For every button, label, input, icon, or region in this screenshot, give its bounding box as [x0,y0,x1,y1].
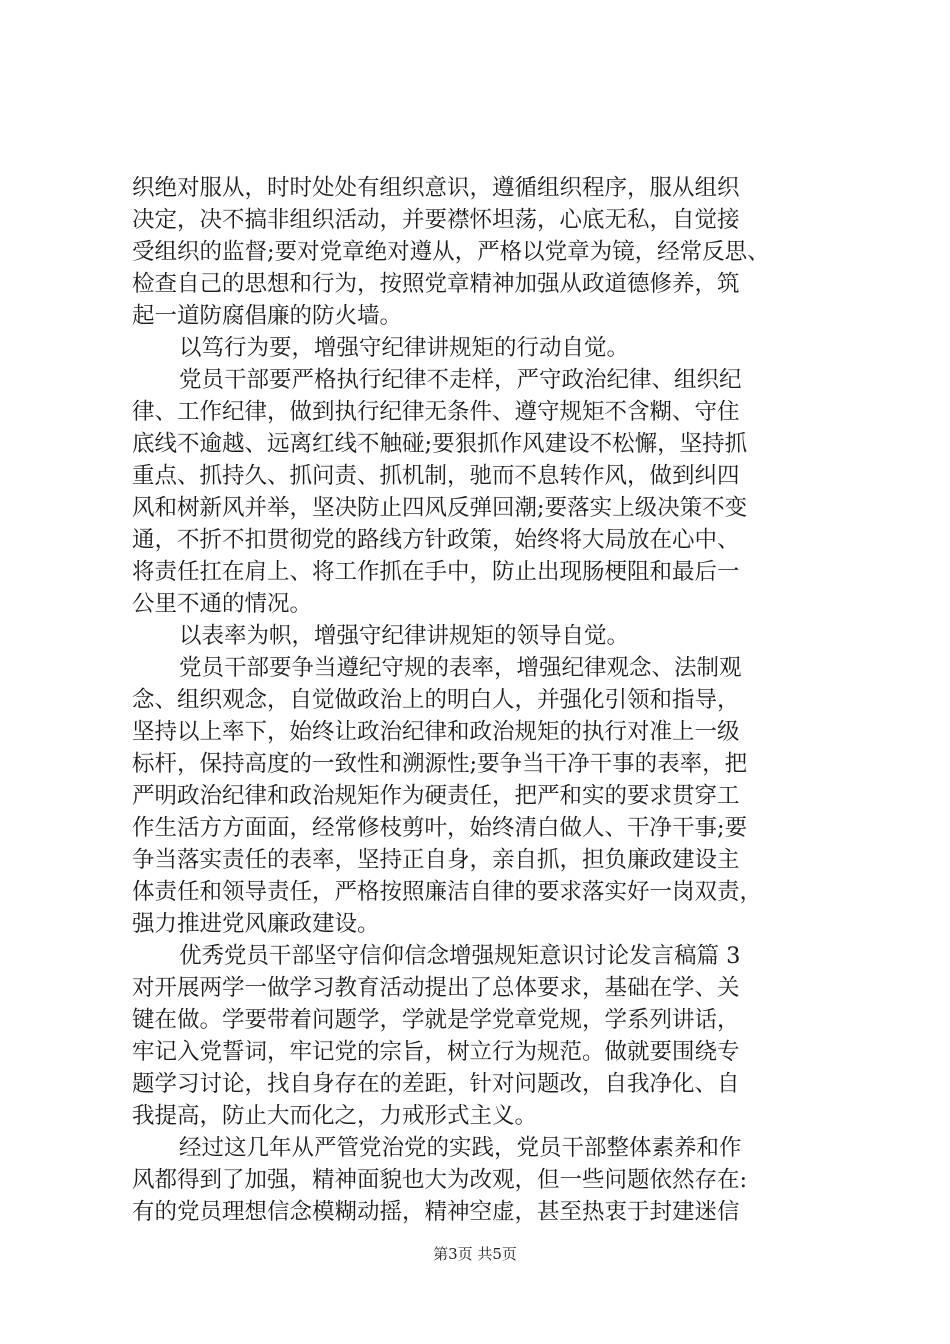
text-line: 重点、抓持久、抓问责、抓机制，驰而不息转作风，做到纠四 [132,463,740,489]
text-line: 坚持以上率下，始终让政治纪律和政治规矩的执行对准上一级 [132,719,740,745]
text-line: 底线不逾越、远离红线不触碰;要狠抓作风建设不松懈，坚持抓 [132,431,748,457]
text-line: 律、工作纪律，做到执行纪律无条件、遵守规矩不含糊、守住 [132,399,740,425]
text-line: 我提高，防止大而化之，力戒形式主义。 [132,1103,538,1129]
text-line: 强力推进党风廉政建设。 [132,911,380,937]
text-line: 风和树新风并举，坚决防止四风反弹回潮;要落实上级决策不变 [132,495,748,521]
text-line: 经过这几年从严管党治党的实践，党员干部整体素养和作 [179,1135,742,1161]
text-line: 风都得到了加强，精神面貌也大为改观，但一些问题依然存在: [132,1167,748,1193]
text-line: 题学习讨论，找自身存在的差距，针对问题改，自我净化、自 [132,1071,740,1097]
text-line: 对开展两学一做学习教育活动提出了总体要求，基础在学、关 [132,975,740,1001]
text-line: 严明政治纪律和政治规矩作为硬责任，把严和实的要求贯穿工 [132,783,740,809]
text-line: 优秀党员干部坚守信仰信念增强规矩意识讨论发言稿篇 3 [179,943,741,969]
page-footer: 第3页 共5页 [433,1245,517,1263]
text-line: 起一道防腐倡廉的防火墙。 [132,303,403,329]
text-line: 作生活方方面面，经常修枝剪叶，始终清白做人、干净干事;要 [132,815,748,841]
text-line: 以表率为帜，增强守纪律讲规矩的领导自觉。 [179,623,630,649]
text-line: 争当落实责任的表率，坚持正自身，亲自抓，担负廉政建设主 [132,847,740,873]
text-line: 念、组织观念，自觉做政治上的明白人，并强化引领和指导， [132,687,740,713]
text-line: 有的党员理想信念模糊动摇，精神空虚，甚至热衷于封建迷信 [132,1199,740,1225]
text-line: 通，不折不扣贯彻党的路线方针政策，始终将大局放在心中、 [132,527,740,553]
text-line: 织绝对服从，时时处处有组织意识，遵循组织程序，服从组织 [132,175,740,201]
text-line: 牢记入党誓词，牢记党的宗旨，树立行为规范。做就要围绕专 [132,1039,740,1065]
text-line: 体责任和领导责任，严格按照廉洁自律的要求落实好一岗双责， [132,879,763,905]
text-line: 检查自己的思想和行为，按照党章精神加强从政道德修养，筑 [132,271,740,297]
text-line: 以笃行为要，增强守纪律讲规矩的行动自觉。 [179,335,630,361]
text-line: 公里不通的情况。 [132,591,313,617]
text-line: 党员干部要争当遵纪守规的表率，增强纪律观念、法制观 [179,655,742,681]
text-line: 将责任扛在肩上、将工作抓在手中，防止出现肠梗阻和最后一 [132,559,740,585]
text-line: 受组织的监督;要对党章绝对遵从，严格以党章为镜，经常反思、 [132,239,770,265]
text-line: 键在做。学要带着问题学，学就是学党章党规，学系列讲话， [132,1007,740,1033]
text-line: 决定，决不搞非组织活动，并要襟怀坦荡，心底无私，自觉接 [132,207,740,233]
document-body [132,172,832,1228]
text-line: 党员干部要严格执行纪律不走样，严守政治纪律、组织纪 [179,367,742,393]
text-line: 标杆，保持高度的一致性和溯源性;要争当干净干事的表率，把 [132,751,748,777]
